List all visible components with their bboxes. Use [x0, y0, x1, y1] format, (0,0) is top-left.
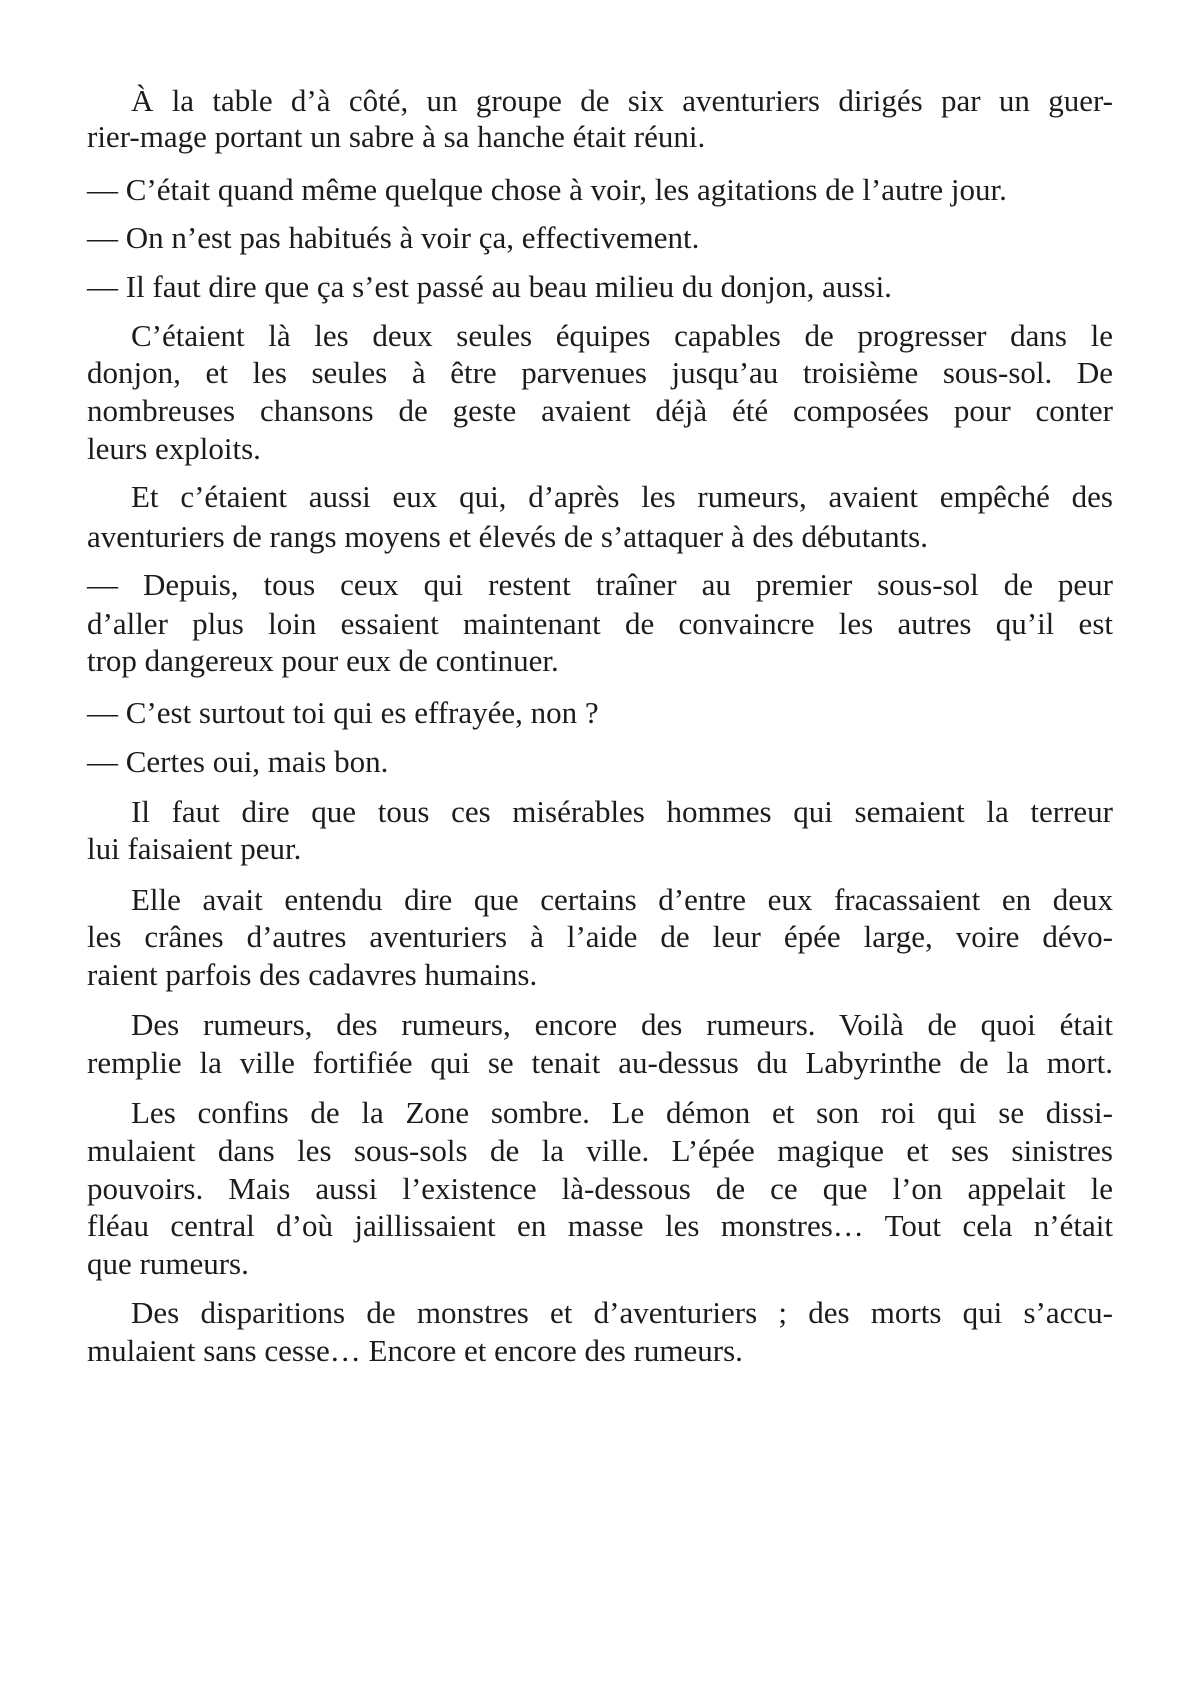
paragraph-line: lui faisaient peur.: [87, 831, 302, 866]
paragraph-line: que rumeurs.: [87, 1246, 249, 1281]
paragraph-line: raient parfois des cadavres humains.: [87, 957, 538, 992]
paragraph-line: Elle avait entendu dire que certains d’entre eux fracassaient en deux: [131, 882, 1113, 917]
dialogue-line: — Certes oui, mais bon.: [87, 744, 389, 779]
dialogue-line: — Il faut dire que ça s’est passé au beau milieu du donjon, aussi.: [87, 269, 892, 304]
paragraph-line: À la table d’à côté, un groupe de six aventuriers dirigés par un guer-: [131, 83, 1113, 118]
paragraph-line: C’étaient là les deux seules équipes capables de progresser dans le: [131, 318, 1113, 353]
paragraph-line: Les confins de la Zone sombre. Le démon et son roi qui se dissi-: [131, 1095, 1113, 1130]
dialogue-line: trop dangereux pour eux de continuer.: [87, 643, 559, 678]
paragraph-line: remplie la ville fortifiée qui se tenait au-dessus du Labyrinthe de la mort.: [87, 1045, 1113, 1080]
paragraph-line: Des disparitions de monstres et d’aventuriers ; des morts qui s’accu-: [131, 1295, 1113, 1330]
paragraph-line: mulaient dans les sous-sols de la ville. L’épée magique et ses sinistres: [87, 1133, 1113, 1168]
paragraph-line: nombreuses chansons de geste avaient déjà été composées pour conter: [87, 393, 1113, 428]
paragraph-line: les crânes d’autres aventuriers à l’aide de leur épée large, voire dévo-: [87, 919, 1113, 954]
paragraph-line: pouvoirs. Mais aussi l’existence là-dessous de ce que l’on appelait le: [87, 1171, 1113, 1206]
dialogue-line: — C’est surtout toi qui es effrayée, non ?: [87, 695, 599, 730]
paragraph-line: Il faut dire que tous ces misérables hommes qui semaient la terreur: [131, 794, 1113, 829]
paragraph-line: Des rumeurs, des rumeurs, encore des rumeurs. Voilà de quoi était: [131, 1007, 1113, 1042]
paragraph-line: rier-mage portant un sabre à sa hanche était réuni.: [87, 119, 706, 154]
paragraph-line: fléau central d’où jaillissaient en masse les monstres… Tout cela n’était: [87, 1208, 1113, 1243]
paragraph-line: mulaient sans cesse… Encore et encore des rumeurs.: [87, 1333, 743, 1368]
paragraph-line: leurs exploits.: [87, 431, 261, 466]
paragraph-line: aventuriers de rangs moyens et élevés de s’attaquer à des débutants.: [87, 519, 928, 554]
dialogue-line: — Depuis, tous ceux qui restent traîner au premier sous-sol de peur: [87, 567, 1113, 602]
dialogue-line: — C’était quand même quelque chose à voir, les agitations de l’autre jour.: [87, 172, 1007, 207]
paragraph-line: donjon, et les seules à être parvenues jusqu’au troisième sous-sol. De: [87, 355, 1113, 390]
dialogue-line: d’aller plus loin essaient maintenant de convaincre les autres qu’il est: [87, 606, 1113, 641]
dialogue-line: — On n’est pas habitués à voir ça, effectivement.: [87, 220, 700, 255]
paragraph-line: Et c’étaient aussi eux qui, d’après les rumeurs, avaient empêché des: [131, 479, 1113, 514]
